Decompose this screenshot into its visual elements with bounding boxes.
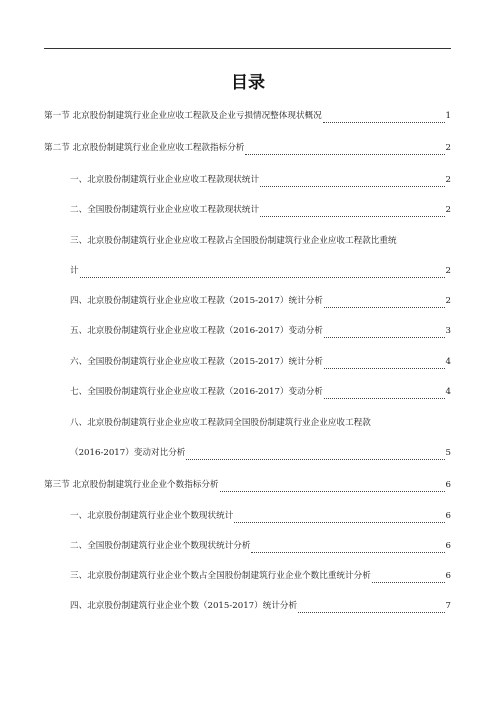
toc-page-number: 6 bbox=[445, 480, 451, 490]
toc-page-number: 7 bbox=[445, 601, 451, 611]
toc-entry-2-4[interactable] bbox=[70, 294, 451, 308]
toc-entry-2-5[interactable] bbox=[70, 324, 451, 338]
toc-leader bbox=[324, 359, 445, 369]
toc-entry-text: 一、北京股份制建筑行业企业个数现状统计 bbox=[70, 511, 234, 521]
toc-entry-text: 五、北京股份制建筑行业企业应收工程款（2016-2017）变动分析 bbox=[70, 326, 323, 336]
toc-entry-text: 一、北京股份制建筑行业企业应收工程款现状统计 bbox=[70, 175, 260, 185]
toc-entry-text: 三、北京股份制建筑行业企业应收工程款占全国股份制建筑行业企业应收工程款比重统 bbox=[70, 236, 397, 246]
toc-leader bbox=[260, 177, 444, 187]
toc-page-number: 2 bbox=[445, 266, 451, 276]
toc-leader bbox=[260, 207, 444, 217]
toc-leader bbox=[220, 482, 445, 492]
toc-entry-text: 四、北京股份制建筑行业企业应收工程款（2015-2017）统计分析 bbox=[70, 296, 323, 306]
toc-page-number: 4 bbox=[445, 357, 451, 367]
toc-leader bbox=[80, 268, 445, 278]
toc-page-number: 2 bbox=[445, 296, 451, 306]
toc-page-number: 6 bbox=[445, 571, 451, 581]
toc-entry-section-2[interactable] bbox=[44, 141, 451, 155]
toc-page-number: 4 bbox=[445, 387, 451, 397]
toc-page-number: 2 bbox=[445, 143, 451, 153]
page-title: 目录 bbox=[231, 73, 265, 93]
header-rule bbox=[44, 48, 451, 49]
toc-entry-2-6[interactable] bbox=[70, 355, 451, 369]
toc-page-number: 3 bbox=[445, 326, 451, 336]
toc-leader bbox=[245, 145, 444, 155]
toc-entry-text: 八、北京股份制建筑行业企业应收工程款同全国股份制建筑行业企业应收工程款 bbox=[70, 418, 371, 428]
toc-page-number: 6 bbox=[445, 511, 451, 521]
toc-leader bbox=[186, 450, 444, 460]
toc-entry-3-3[interactable] bbox=[70, 569, 451, 583]
toc-entry-3-1[interactable] bbox=[70, 509, 451, 523]
toc-leader bbox=[372, 573, 445, 583]
toc-page-number: 2 bbox=[445, 175, 451, 185]
toc-entry-text: 第二节 北京股份制建筑行业企业应收工程款指标分析 bbox=[44, 143, 245, 153]
toc-leader bbox=[324, 298, 445, 308]
toc-leader bbox=[298, 603, 444, 613]
toc-entry-2-8[interactable] bbox=[70, 416, 451, 430]
toc-entry-continuation: （2016-2017）变动对比分析 bbox=[70, 448, 186, 458]
toc-entry-section-3[interactable] bbox=[44, 478, 451, 492]
toc-entry-text: 第一节 北京股份制建筑行业企业应收工程款及企业亏损情况整体现状概况 bbox=[44, 111, 322, 121]
toc-leader bbox=[324, 328, 445, 338]
toc-entry-text: 七、全国股份制建筑行业企业应收工程款（2016-2017）变动分析 bbox=[70, 387, 323, 397]
toc-page-number: 6 bbox=[445, 541, 451, 551]
toc-entry-text: 二、全国股份制建筑行业企业应收工程款现状统计 bbox=[70, 205, 260, 215]
toc-entry-2-2[interactable] bbox=[70, 203, 451, 217]
toc-entry-text: 二、全国股份制建筑行业企业个数现状统计分析 bbox=[70, 541, 251, 551]
toc-page-number: 2 bbox=[445, 205, 451, 215]
toc-entry-2-3[interactable] bbox=[70, 234, 451, 248]
toc-entry-text: 第三节 北京股份制建筑行业企业个数指标分析 bbox=[44, 480, 219, 490]
toc-page-number: 5 bbox=[445, 448, 451, 458]
toc-entry-3-2[interactable] bbox=[70, 539, 451, 553]
toc-entry-text: 三、北京股份制建筑行业企业个数占全国股份制建筑行业企业个数比重统计分析 bbox=[70, 571, 371, 581]
toc-leader bbox=[234, 513, 444, 523]
toc-entry-text: 四、北京股份制建筑行业企业个数（2015-2017）统计分析 bbox=[70, 601, 298, 611]
toc-entry-2-1[interactable] bbox=[70, 173, 451, 187]
toc-leader bbox=[324, 389, 445, 399]
toc-entry-2-7[interactable] bbox=[70, 385, 451, 399]
toc-leader bbox=[323, 113, 445, 123]
toc-page-number: 1 bbox=[445, 111, 451, 121]
toc-entry-2-3-continued[interactable] bbox=[70, 264, 451, 278]
toc-entry-continuation: 计 bbox=[70, 266, 79, 276]
toc-entry-text: 六、全国股份制建筑行业企业应收工程款（2015-2017）统计分析 bbox=[70, 357, 323, 367]
toc-entry-2-8-continued[interactable] bbox=[70, 446, 451, 460]
toc-entry-section-1[interactable] bbox=[44, 109, 451, 123]
toc-leader bbox=[251, 543, 444, 553]
toc-entry-3-4[interactable] bbox=[70, 599, 451, 613]
